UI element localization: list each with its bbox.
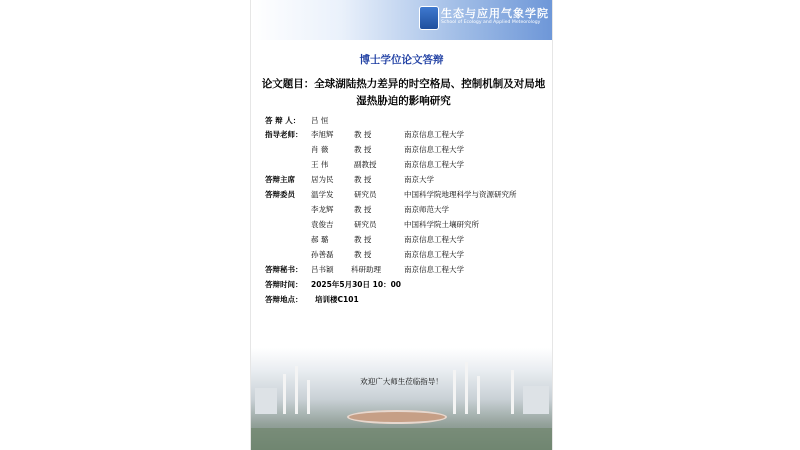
committee-member-org: 南京信息工程大学 bbox=[404, 250, 464, 259]
fountain-plaza bbox=[347, 410, 447, 424]
school-emblem-icon bbox=[419, 6, 439, 30]
committee-member-title: 教 授 bbox=[354, 250, 372, 259]
campus-building bbox=[255, 388, 277, 414]
secretary-title: 科研助理 bbox=[351, 265, 381, 274]
chair-title: 教 授 bbox=[354, 175, 372, 184]
advisor-name: 王 伟 bbox=[311, 160, 329, 169]
welcome-message: 欢迎广大师生莅临指导！ bbox=[360, 377, 443, 386]
advisors-label: 指导老师： bbox=[265, 130, 303, 139]
committee-member-title: 研究员 bbox=[354, 190, 377, 199]
advisor-org: 南京信息工程大学 bbox=[404, 145, 464, 154]
secretary-org: 南京信息工程大学 bbox=[404, 265, 464, 274]
time-label: 答辩时间： bbox=[265, 280, 303, 289]
advisor-name: 肖 薇 bbox=[311, 145, 329, 154]
chair-label: 答辩主席 bbox=[265, 175, 295, 184]
school-name-cn: 生态与应用气象学院 bbox=[441, 7, 549, 20]
time-value: 2025年5月30日 10：00 bbox=[311, 280, 402, 289]
committee-member-title: 教 授 bbox=[354, 235, 372, 244]
secretary-name: 吕书颖 bbox=[311, 265, 334, 274]
committee-label: 答辩委员 bbox=[265, 190, 295, 199]
secretary-label: 答辩秘书： bbox=[265, 265, 303, 274]
committee-member-org: 中国科学院土壤研究所 bbox=[404, 220, 479, 229]
advisor-title: 副教授 bbox=[354, 160, 377, 169]
campus-tower bbox=[465, 362, 468, 414]
campus-building bbox=[523, 386, 549, 414]
advisor-title: 教 授 bbox=[354, 145, 372, 154]
thesis-topic-line-1: 论文题目：全球湖陆热力差异的时空格局、控制机制及对局地 bbox=[261, 78, 546, 90]
place-value: 培训楼C101 bbox=[315, 295, 359, 304]
committee-member-org: 南京信息工程大学 bbox=[404, 235, 464, 244]
chair-name: 居为民 bbox=[311, 175, 334, 184]
thesis-topic bbox=[261, 76, 546, 110]
committee-member-name: 郝 璐 bbox=[311, 235, 329, 244]
committee-member-name: 孙善磊 bbox=[311, 250, 334, 259]
chair-org: 南京大学 bbox=[404, 175, 434, 184]
defense-poster bbox=[250, 0, 553, 450]
committee-member-name: 袁俊吉 bbox=[311, 220, 334, 229]
committee-member-org: 中国科学院地理科学与资源研究所 bbox=[404, 190, 517, 199]
campus-tower bbox=[295, 366, 298, 414]
campus-lawn bbox=[251, 428, 552, 450]
poster-headline: 博士学位论文答辩 bbox=[359, 54, 444, 66]
committee-member-name: 温学发 bbox=[311, 190, 334, 199]
place-label: 答辩地点： bbox=[265, 295, 303, 304]
advisor-title: 教 授 bbox=[354, 130, 372, 139]
committee-member-title: 研究员 bbox=[354, 220, 377, 229]
advisor-org: 南京信息工程大学 bbox=[404, 160, 464, 169]
school-name-en: School of Ecology and Applied Meteorology bbox=[441, 20, 541, 25]
committee-member-org: 南京师范大学 bbox=[404, 205, 449, 214]
advisor-name: 李旭辉 bbox=[311, 130, 334, 139]
advisor-org: 南京信息工程大学 bbox=[404, 130, 464, 139]
respondent-name: 吕 恒 bbox=[311, 116, 329, 125]
respondent-label: 答 辩 人： bbox=[265, 116, 301, 125]
school-banner bbox=[251, 0, 552, 40]
campus-photo bbox=[251, 348, 552, 450]
committee-member-name: 李龙辉 bbox=[311, 205, 334, 214]
thesis-topic-line-2: 湿热胁迫的影响研究 bbox=[356, 95, 451, 107]
committee-member-title: 教 授 bbox=[354, 205, 372, 214]
